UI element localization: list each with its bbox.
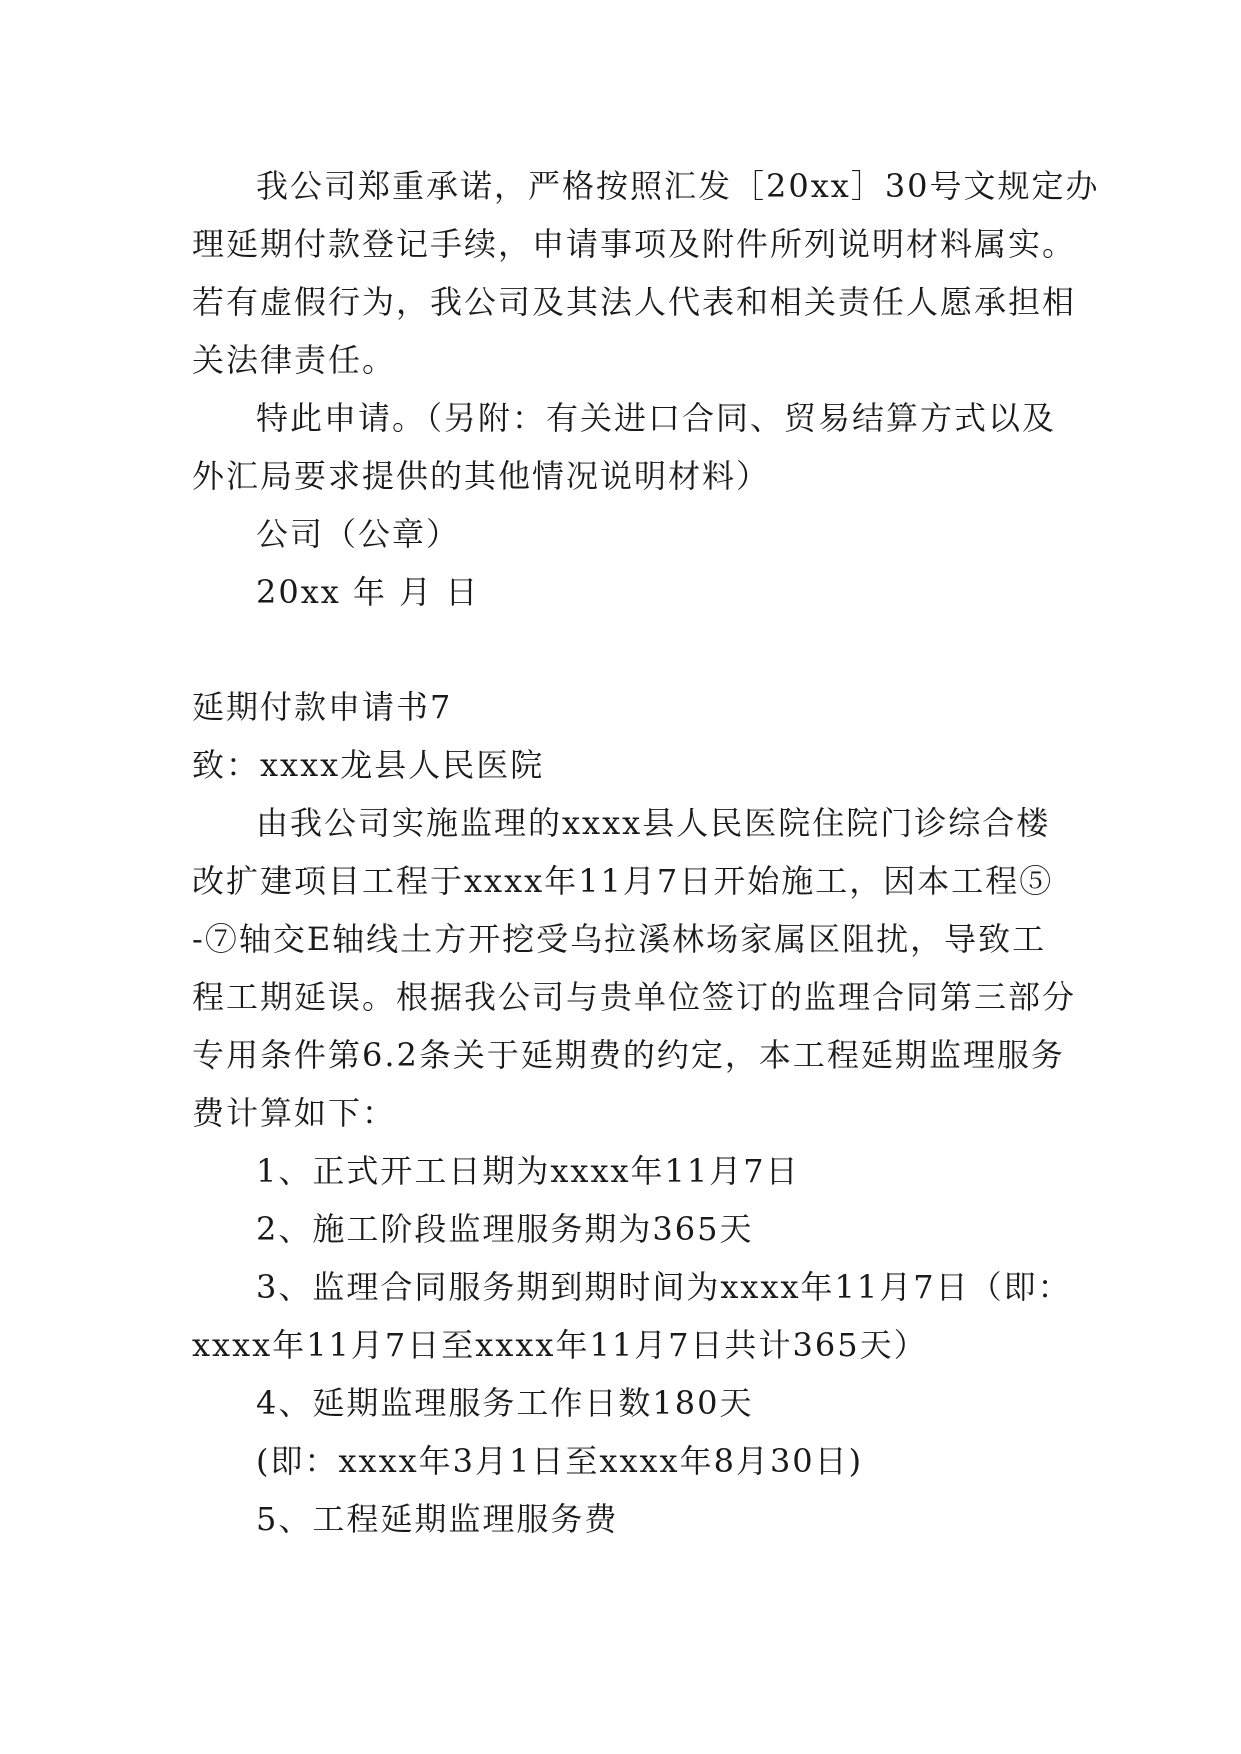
- paragraph-line: 专用条件第6.2条关于延期费的约定，本工程延期监理服务: [192, 1036, 1065, 1074]
- date-line: 20xx 年 月 日: [256, 573, 480, 611]
- paragraph-line: 特此申请。（另附：有关进口合同、贸易结算方式以及: [256, 399, 1057, 437]
- list-item-continuation: xxxx年11月7日至xxxx年11月7日共计365天）: [192, 1326, 928, 1364]
- company-seal-line: 公司（公章）: [256, 515, 461, 553]
- paragraph-line: 理延期付款登记手续，申请事项及附件所列说明材料属实。: [192, 225, 1077, 263]
- paragraph-line: 关法律责任。: [192, 341, 397, 379]
- paragraph-line: -⑦轴交E轴线土方开挖受乌拉溪林场家属区阻扰，导致工: [192, 920, 1047, 958]
- list-item-note: (即：xxxx年3月1日至xxxx年8月30日): [256, 1442, 864, 1480]
- list-item: 3、监理合同服务期到期时间为xxxx年11月7日（即：: [256, 1268, 1072, 1306]
- paragraph-line: 外汇局要求提供的其他情况说明材料）: [192, 457, 771, 495]
- paragraph-line: 我公司郑重承诺，严格按照汇发［20xx］30号文规定办: [256, 167, 1100, 205]
- paragraph-line: 由我公司实施监理的xxxx县人民医院住院门诊综合楼: [256, 804, 1051, 842]
- paragraph-line: 程工期延误。根据我公司与贵单位签订的监理合同第三部分: [192, 978, 1077, 1016]
- paragraph-line: 费计算如下：: [192, 1094, 397, 1132]
- paragraph-line: 若有虚假行为，我公司及其法人代表和相关责任人愿承担相: [192, 283, 1077, 321]
- paragraph-line: 改扩建项目工程于xxxx年11月7日开始施工，因本工程⑤: [192, 862, 1054, 900]
- document-title: 延期付款申请书7: [192, 688, 453, 726]
- list-item: 5、工程延期监理服务费: [256, 1500, 619, 1538]
- recipient-line: 致：xxxx龙县人民医院: [192, 746, 545, 784]
- list-item: 1、正式开工日期为xxxx年11月7日: [256, 1152, 800, 1190]
- list-item: 4、延期监理服务工作日数180天: [256, 1384, 754, 1422]
- list-item: 2、施工阶段监理服务期为365天: [256, 1210, 754, 1248]
